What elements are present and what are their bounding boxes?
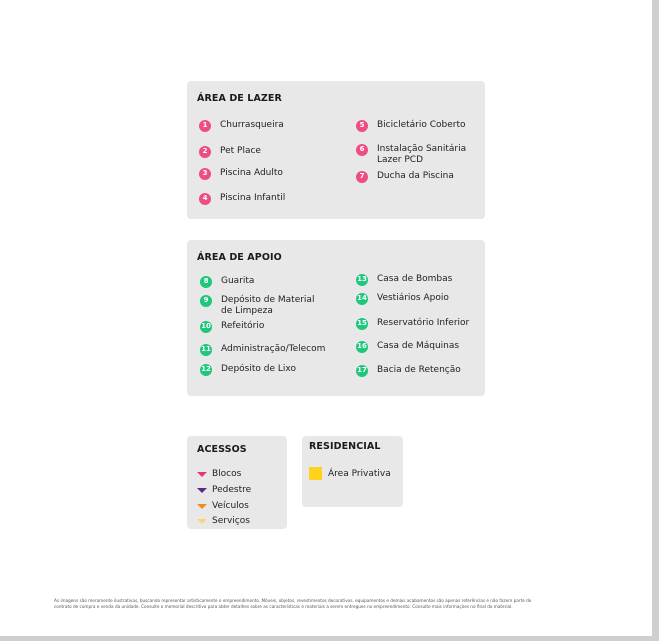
legend-label: Piscina Infantil	[220, 193, 286, 203]
legend-item-13	[356, 274, 452, 286]
number-badge: 13	[356, 274, 368, 286]
number-badge: 16	[356, 341, 368, 353]
number-badge: 17	[356, 365, 368, 377]
triangle-marker-icon	[197, 488, 207, 493]
residencial-legend-box	[302, 436, 403, 507]
residencial-title: RESIDENCIAL	[309, 441, 381, 452]
disclaimer-text	[54, 598, 620, 610]
number-badge: 3	[199, 168, 211, 180]
disclaimer-line-2: contrato de compra e venda da unidade. Consulte o memorial descritivo para obter detalhes sobre as características e materiais a serem entregues no empreendimento. Consulte mais informações no final do material.	[54, 604, 513, 609]
legend-label: Casa de Máquinas	[377, 341, 460, 351]
number-badge: 14	[356, 293, 368, 305]
legend-item-7	[356, 171, 454, 183]
number-badge: 5	[356, 120, 368, 132]
legend-label: Reservatório Inferior	[377, 318, 470, 328]
legend-item-11	[200, 344, 325, 356]
number-badge: 10	[200, 321, 212, 333]
legend-label: Refeitório	[221, 321, 265, 331]
legend-item-10	[200, 321, 264, 333]
acessos-legend-box	[187, 436, 287, 529]
number-badge: 8	[200, 276, 212, 288]
legend-label-line2: de Limpeza	[221, 306, 273, 316]
legend-label	[377, 144, 466, 166]
number-badge: 4	[199, 193, 211, 205]
legend-label-line1: Depósito de Material	[221, 295, 315, 305]
residential-item-area-privativa	[309, 467, 391, 480]
legend-label: Ducha da Piscina	[377, 171, 454, 181]
legend-item-6	[356, 144, 466, 166]
access-item-veiculos	[197, 501, 249, 511]
legend-label: Guarita	[221, 276, 255, 286]
number-badge: 6	[356, 144, 368, 156]
legend-item-3	[199, 168, 283, 180]
lazer-legend-box	[187, 81, 485, 219]
legend-label: Vestiários Apoio	[377, 293, 449, 303]
legend-label: Administração/Telecom	[221, 344, 326, 354]
access-label: Serviços	[212, 516, 250, 526]
legend-item-12	[200, 364, 296, 376]
legend-item-9	[200, 295, 314, 317]
legend-item-15	[356, 318, 469, 330]
triangle-marker-icon	[197, 504, 207, 509]
number-badge: 11	[200, 344, 212, 356]
number-badge: 12	[200, 364, 212, 376]
access-label: Veículos	[212, 501, 249, 511]
number-badge: 7	[356, 171, 368, 183]
lazer-title: ÁREA DE LAZER	[197, 93, 282, 104]
disclaimer-line-1: As imagens são meramente ilustrativas, buscando representar artisticamente o empreendimento. Móveis, objetos, revestimentos decorativos, equipamentos e demais acabamentos são apenas referências e não fazem parte do	[54, 598, 532, 603]
number-badge: 9	[200, 295, 212, 307]
legend-label: Churrasqueira	[220, 120, 284, 130]
legend-item-17	[356, 365, 461, 377]
legend-item-2	[199, 146, 261, 158]
number-badge: 1	[199, 120, 211, 132]
access-item-blocos	[197, 469, 241, 479]
access-item-servicos	[197, 516, 250, 526]
legend-item-5	[356, 120, 466, 132]
legend-item-16	[356, 341, 459, 353]
apoio-title: ÁREA DE APOIO	[197, 252, 282, 263]
legend-label: Pet Place	[220, 146, 261, 156]
legend-item-14	[356, 293, 449, 305]
legend-label: Casa de Bombas	[377, 274, 453, 284]
legend-item-8	[200, 276, 254, 288]
access-label: Pedestre	[212, 485, 252, 495]
access-item-pedestre	[197, 485, 251, 495]
legend-item-1	[199, 120, 284, 132]
legend-label: Bicicletário Coberto	[377, 120, 466, 130]
access-label: Blocos	[212, 469, 242, 479]
legend-label-line2: Lazer PCD	[377, 155, 423, 165]
legend-label	[221, 295, 314, 317]
legend-label-line1: Instalação Sanitária	[377, 144, 467, 154]
apoio-legend-box	[187, 240, 485, 396]
number-badge: 2	[199, 146, 211, 158]
acessos-title: ACESSOS	[197, 444, 247, 455]
legend-label: Piscina Adulto	[220, 168, 283, 178]
triangle-marker-icon	[197, 472, 207, 477]
residential-label: Área Privativa	[328, 468, 391, 479]
legend-item-4	[199, 193, 285, 205]
number-badge: 15	[356, 318, 368, 330]
color-swatch	[309, 467, 322, 480]
triangle-marker-icon	[197, 519, 207, 524]
legend-label: Bacia de Retenção	[377, 365, 461, 375]
legend-label: Depósito de Lixo	[221, 364, 296, 374]
